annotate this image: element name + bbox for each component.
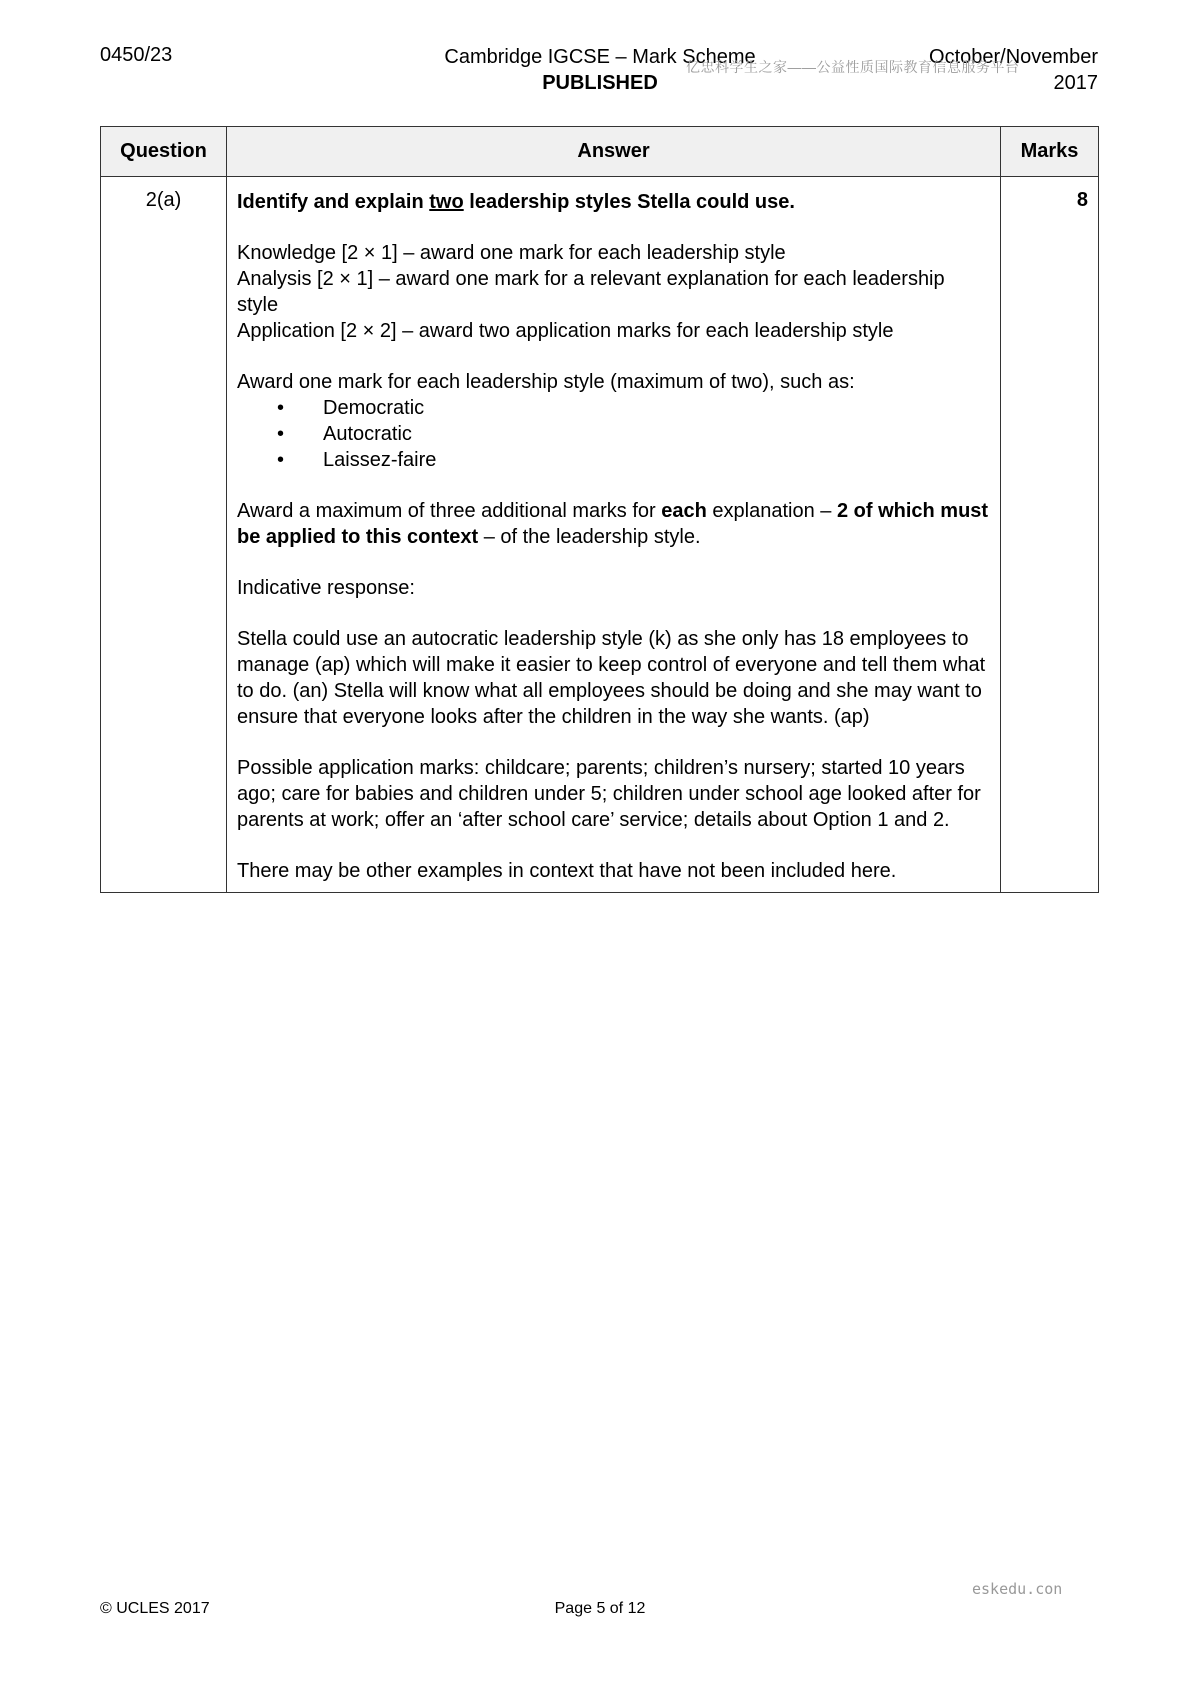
list-item: • Democratic: [277, 397, 425, 419]
bullet-icon: •: [277, 397, 285, 419]
table-header-row: [101, 127, 1099, 177]
question-prompt: Identify and explain two leadership styles Stella could use.: [237, 191, 795, 213]
question-column-header: Question: [101, 127, 227, 177]
marks-value: 8: [1001, 177, 1099, 893]
award-intro: Award one mark for each leadership style (maximum of two), such as:: [237, 371, 855, 393]
document-title: Cambridge IGCSE – Mark Scheme: [444, 46, 756, 68]
criterion-analysis: Analysis [2 × 1] – award one mark for a relevant explanation for each leadership style: [237, 268, 945, 316]
closing-note: There may be other examples in context that have not been included here.: [237, 860, 897, 882]
indicative-response: Stella could use an autocratic leadership style (k) as she only has 18 employees to manage (ap) which will make it easier to keep control of everyone and tell them what to do. (an) Stella will know what all employees should be doing and she may want to ensure that everyone looks after the children in the way she wants. (ap): [237, 628, 986, 728]
copyright: © UCLES 2017: [100, 1600, 210, 1617]
list-item: • Laissez-faire: [277, 449, 437, 471]
award-maximum: Award a maximum of three additional marks for each explanation – 2 of which must be applied to this context – of the leadership style.: [237, 500, 989, 548]
marking-criteria: [237, 240, 990, 344]
published-label: PUBLISHED: [542, 72, 658, 94]
marks-column-header: Marks: [1001, 127, 1099, 177]
table-row: [101, 177, 1099, 893]
criterion-knowledge: Knowledge [2 × 1] – award one mark for each leadership style: [237, 242, 786, 264]
answer-column-header: Answer: [227, 127, 1001, 177]
answer-cell: [227, 177, 1001, 893]
leadership-style-list: [237, 395, 990, 473]
exam-session: October/November: [929, 46, 1098, 68]
bullet-icon: •: [277, 423, 285, 445]
question-number: 2(a): [101, 177, 227, 893]
page-number: Page 5 of 12: [554, 1600, 646, 1617]
indicative-label: Indicative response:: [237, 577, 415, 599]
header-watermark: 亿忠科学生之家——公益性质国际教育信息服务平台: [686, 59, 1020, 75]
bullet-icon: •: [277, 449, 285, 471]
paper-code: 0450/23: [100, 44, 173, 66]
exam-year: 2017: [1053, 72, 1098, 94]
criterion-application: Application [2 × 2] – award two application marks for each leadership style: [237, 320, 894, 342]
mark-scheme-table: [100, 126, 1099, 893]
application-marks: Possible application marks: childcare; parents; children’s nursery; started 10 years ago; care for babies and children under 5; children under school age looked after for parents at work; offer an ‘after school care’ service; details about Option 1 and 2.: [237, 757, 981, 831]
footer-watermark: eskedu.con: [972, 1580, 1063, 1598]
list-item: • Autocratic: [277, 423, 412, 445]
